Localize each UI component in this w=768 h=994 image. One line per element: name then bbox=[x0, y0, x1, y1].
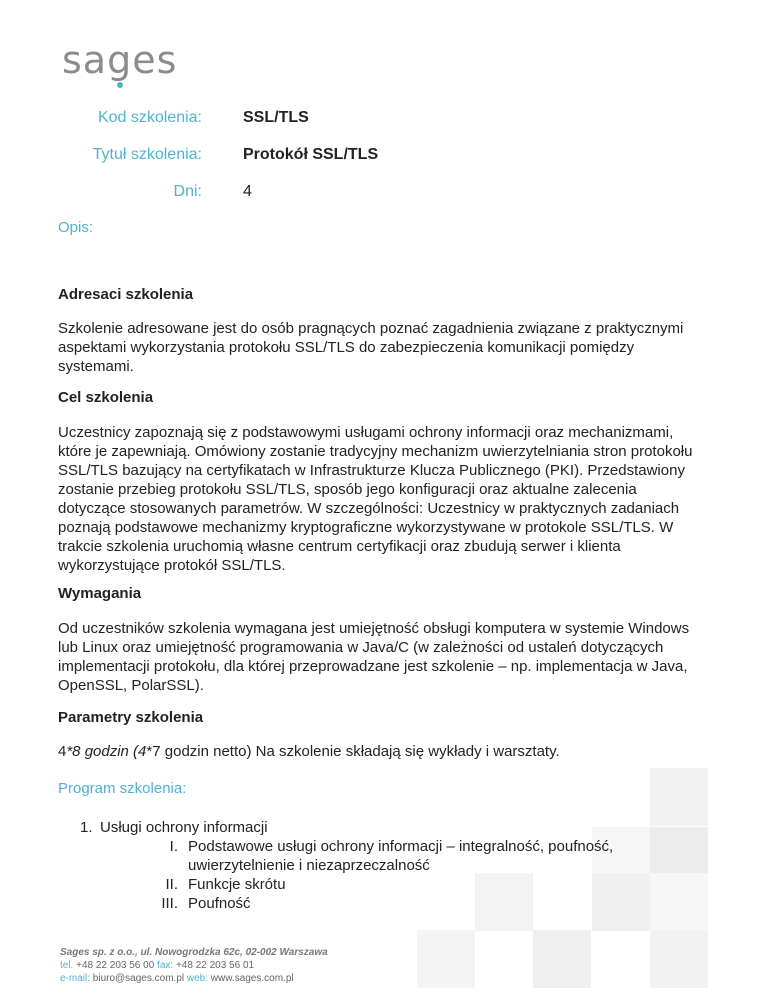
days-value: 4 bbox=[243, 183, 252, 200]
adresaci-text: Szkolenie adresowane jest do osób pragnących poznać zagadnienia związane z praktycznymi aspektami wykorzystania protokołu SSL/TLS do zabezpieczenia komunikacji pomiędzy systemami. bbox=[58, 320, 684, 375]
code-value: SSL/TLS bbox=[243, 109, 309, 126]
parametry-rest: *7 godzin netto) Na szkolenie składają się wykłady i warsztaty. bbox=[146, 743, 560, 760]
code-label: Kod szkolenia: bbox=[97, 109, 202, 126]
footer-company: Sages sp. z o.o., ul. Nowogrodzka 62c, 02-002 Warszawa bbox=[60, 947, 328, 958]
web-label: web: bbox=[186, 973, 209, 984]
program-label: Program szkolenia: bbox=[58, 780, 187, 797]
decor-square bbox=[475, 873, 533, 931]
logo-text-part: es bbox=[132, 38, 178, 82]
fax-value: +48 22 203 56 01 bbox=[175, 960, 255, 971]
title-label: Tytuł szkolenia: bbox=[92, 146, 202, 163]
opis-label: Opis: bbox=[58, 219, 94, 236]
footer-contact-line bbox=[60, 972, 328, 985]
fax-label: fax: bbox=[157, 960, 174, 971]
list-subitem-text: Funkcje skrótu bbox=[188, 876, 286, 893]
parametry-hours: *8 godzin (4 bbox=[66, 743, 147, 760]
list-subitem-number: III. bbox=[161, 895, 178, 912]
decor-square bbox=[650, 768, 708, 826]
decor-square bbox=[417, 930, 475, 988]
title-value: Protokół SSL/TLS bbox=[243, 146, 379, 163]
cel-heading: Cel szkolenia bbox=[58, 389, 154, 406]
list-item-number: 1. bbox=[80, 819, 93, 836]
decor-square bbox=[533, 930, 591, 988]
parametry-days: 4 bbox=[58, 743, 67, 760]
adresaci-heading: Adresaci szkolenia bbox=[58, 286, 194, 303]
email-link[interactable]: biuro@sages.com.pl bbox=[92, 973, 185, 984]
footer-phone-line bbox=[60, 959, 328, 972]
wymagania-heading: Wymagania bbox=[58, 585, 142, 602]
decor-square bbox=[592, 873, 650, 931]
sages-logo bbox=[62, 38, 177, 82]
meta-row-code bbox=[0, 109, 700, 129]
tel-value: +48 22 203 56 00 bbox=[76, 960, 155, 971]
list-subitem-number: I. bbox=[169, 838, 178, 855]
logo-text-part: sa bbox=[62, 38, 108, 82]
meta-row-title bbox=[0, 146, 700, 166]
list-subitem-text: Poufność bbox=[188, 895, 251, 912]
wymagania-text: Od uczestników szkolenia wymagana jest umiejętność obsługi komputera w systemie Windows lub Linux oraz umiejętność programowania w Java/C (w zależności od ustaleń dotyczących implementacji protokołu, dla której przeprowadzane jest szkolenie – np. implementacja w Java, OpenSSL, PolarSSL). bbox=[58, 620, 690, 694]
decor-square bbox=[650, 930, 708, 988]
parametry-text bbox=[58, 742, 708, 761]
list-subitem-text: uwierzytelnienie i niezaprzeczalność bbox=[188, 857, 430, 874]
logo-dot-letter: g bbox=[107, 38, 133, 82]
meta-row-days bbox=[0, 183, 700, 203]
web-link[interactable]: www.sages.com.pl bbox=[210, 973, 294, 984]
list-item-text: Usługi ochrony informacji bbox=[100, 819, 268, 836]
footer bbox=[60, 946, 328, 985]
decor-square bbox=[650, 873, 708, 931]
tel-label: tel. bbox=[60, 960, 74, 971]
list-subitem-number: II. bbox=[165, 876, 178, 893]
days-label: Dni: bbox=[173, 183, 202, 200]
email-label: e-mail: bbox=[60, 973, 91, 984]
cel-text: Uczestnicy zapoznają się z podstawowymi usługami ochrony informacji oraz mechanizmami, które je zapewniają. Omówiony zostanie tradycyjny mechanizm uwierzytelniania stron protokołu SSL/TLS bazujący na certyfikatach w Infrastrukturze Klucza Publicznego (PKI). Przedstawiony zostanie przebieg protokołu SSL/TLS, sposób jego konfiguracji oraz aktualne zalecenia dotyczące stosowanych parametrów. W szczególności: Uczestnicy w praktycznych zadaniach poznają podstawowe mechanizmy kryptograficzne wykorzystywane w protokole SSL/TLS. W trakcie szkolenia uruchomią własne centrum certyfikacji oraz zbudują serwer i klienta wykorzystujące protokół SSL/TLS. bbox=[58, 424, 693, 574]
list-subitem-text: Podstawowe usługi ochrony informacji – integralność, poufność, bbox=[188, 838, 614, 855]
parametry-heading: Parametry szkolenia bbox=[58, 709, 204, 726]
